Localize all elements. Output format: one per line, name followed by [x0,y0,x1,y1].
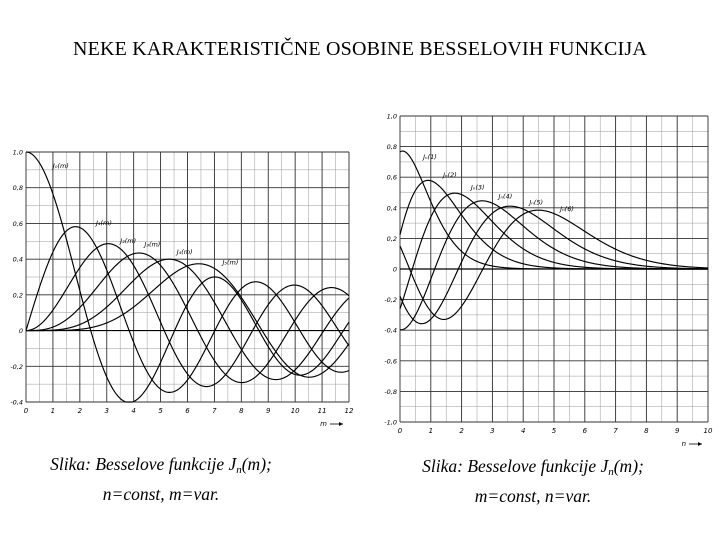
left-x-tick-label: 2 [77,407,83,415]
left-x-tick-label: 0 [23,407,29,415]
right-x-axis-label: n [681,440,686,448]
left-series-label: J₁(m) [95,219,112,228]
left-series-label: J₃(m) [144,240,161,249]
left-y-tick-label: 0,2 [12,291,23,300]
left-series-label: J₄(m) [176,247,193,256]
caption-right [398,454,668,508]
right-series-label: Jₙ(6) [560,204,574,213]
right-series-label: Jₙ(1) [423,152,437,161]
left-axis-arrow-head [339,422,343,426]
right-x-tick-label: 6 [582,427,588,435]
right-y-tick-label: 0,6 [386,173,397,182]
left-y-tick-label: 0,8 [12,184,23,193]
caption-right-line2: m=const, n=var. [474,486,592,506]
left-x-tick-label: 11 [317,407,327,415]
right-y-tick-label: -1,0 [384,418,397,427]
left-x-tick-label: 6 [185,407,190,415]
right-x-tick-label: 7 [613,427,618,435]
left-x-tick-label: 7 [212,407,217,415]
caption-left [26,452,296,506]
right-y-tick-label: -0,8 [384,387,397,396]
right-series-label: Jₙ(3) [470,183,485,192]
left-y-tick-label: -0,4 [10,398,23,407]
caption-left-prefix: Slika: Besselove funkcije J [50,454,237,474]
left-x-axis-label: m [320,420,327,428]
left-x-tick-label: 3 [104,407,109,415]
caption-right-sub: n [608,466,614,478]
page-title: NEKE KARAKTERISTIČNE OSOBINE BESSELOVIH FUNKCIJA [72,38,648,60]
right-x-tick-label: 3 [490,427,495,435]
left-series-label: J₀(m) [52,162,69,171]
right-x-tick-label: 4 [520,427,526,435]
caption-left-sub: n [236,464,242,476]
right-y-tick-label: -0,2 [384,296,397,305]
right-x-tick-label: 9 [674,427,680,435]
caption-right-prefix: Slika: Besselove funkcije J [422,456,609,476]
left-y-tick-label: -0,2 [10,362,23,371]
left-x-tick-label: 12 [344,407,354,415]
right-y-tick-label: 0,8 [386,143,397,152]
left-y-tick-label: 1,0 [12,148,23,157]
right-x-tick-label: 1 [428,427,434,435]
left-x-tick-label: 9 [266,407,271,415]
right-x-tick-label: 0 [397,427,403,435]
bessel-chart-fixed-argument [368,108,720,448]
right-y-tick-label: 0 [392,265,397,274]
right-series-label: Jₙ(5) [529,198,544,207]
right-y-tick-label: -0,6 [384,357,397,366]
left-x-tick-label: 8 [239,407,244,415]
right-x-tick-label: 10 [703,427,713,435]
right-x-tick-label: 2 [459,427,464,435]
right-series-label: Jₙ(4) [498,192,513,201]
left-x-tick-label: 10 [290,407,300,415]
left-y-tick-label: 0,4 [12,255,23,264]
right-y-tick-label: 1,0 [386,112,397,121]
bessel-chart-fixed-order-svg [0,140,360,428]
left-y-tick-label: 0 [18,327,23,336]
left-series-label: J₂(m) [120,237,137,246]
left-y-tick-label: 0,6 [12,219,23,228]
right-y-tick-label: 0,4 [386,204,397,213]
left-x-tick-label: 1 [50,407,56,415]
bessel-chart-fixed-order [0,140,360,428]
left-series-label: J₅(m) [222,258,239,267]
right-y-tick-label: -0,4 [384,326,397,335]
caption-left-suffix: (m); [241,454,272,474]
right-axis-arrow-head [698,442,702,446]
caption-left-line2: n=const, m=var. [102,484,220,504]
right-x-tick-label: 8 [644,427,649,435]
bessel-chart-fixed-argument-svg [368,108,720,448]
caption-right-suffix: (m); [613,456,644,476]
left-x-tick-label: 4 [131,407,136,415]
left-x-tick-label: 5 [158,407,163,415]
right-y-tick-label: 0,2 [386,234,397,243]
right-x-tick-label: 5 [551,427,557,435]
right-series-label: Jₙ(2) [443,171,457,180]
